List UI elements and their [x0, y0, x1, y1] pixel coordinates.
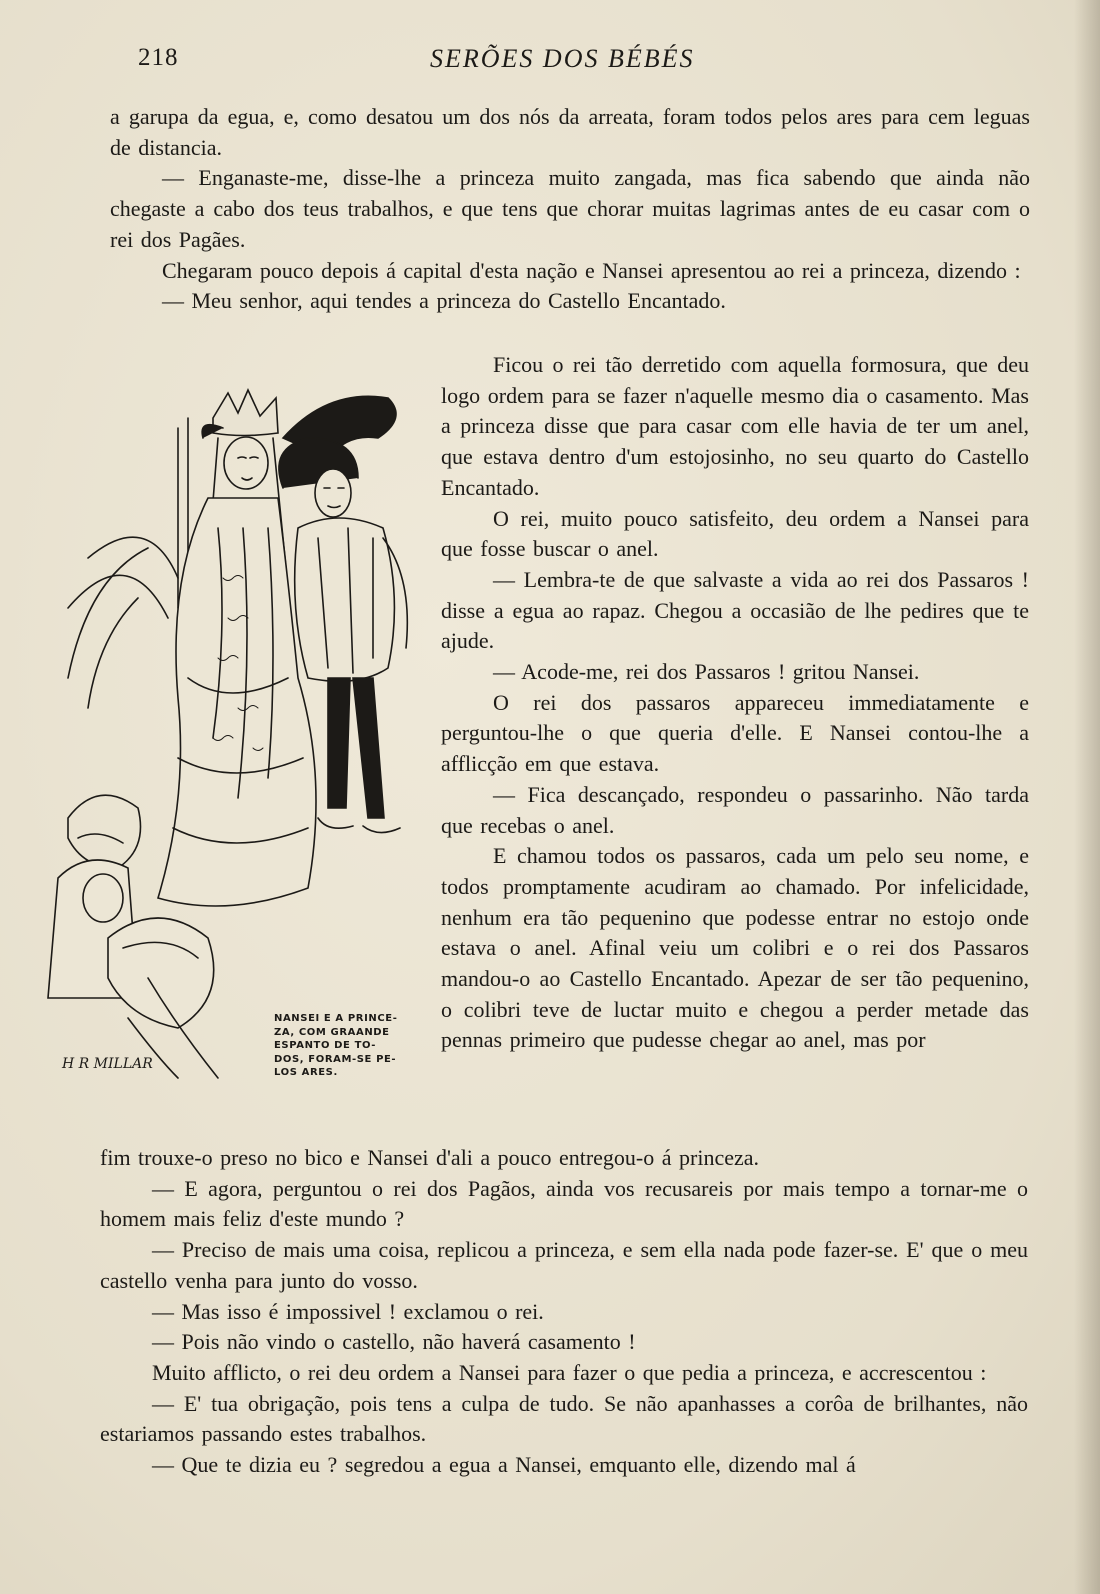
paragraph: — Preciso de mais uma coisa, replicou a princeza, e sem ella nada pode fazer-se. E' que o meu castello venha para junto do vosso.	[100, 1237, 1028, 1293]
paragraph: Ficou o rei tão derretido com aquella formosura, que deu logo ordem para se fazer n'aquelle mesmo dia o casamento. Mas a princeza disse que para casar com elle havia de ter um anel, que estava dentro d'um estojosinho, no seu quarto do Castello Encantado.	[441, 352, 1029, 500]
caption-line: NANSEI E A PRINCE-	[274, 1013, 398, 1024]
paragraph: — Que te dizia eu ? segredou a egua a Nansei, emquanto elle, dizendo mal á	[152, 1452, 856, 1478]
paragraph: — E agora, perguntou o rei dos Pagãos, ainda vos recusareis por mais tempo a tornar-me o homem mais feliz d'este mundo ?	[100, 1175, 1028, 1232]
paragraph: fim trouxe-o preso no bico e Nansei d'ali a pouco entregou-o á princeza.	[100, 1145, 760, 1170]
paragraph: Chegaram pouco depois á capital d'esta nação e Nansei apresentou ao rei a princeza, dizendo :	[162, 257, 1021, 283]
paragraph: — Meu senhor, aqui tendes a princeza do Castello Encantado.	[162, 288, 726, 314]
paragraph: a garupa da egua, e, como desatou um dos nós da arreata, foram todos pelos ares para cem leguas de distancia.	[110, 104, 1030, 160]
paragraph: — Pois não vindo o castello, não haverá casamento !	[152, 1329, 636, 1355]
engraving-illustration-icon	[28, 378, 428, 1098]
paragraph: — Fica descançado, respondeu o passarinho. Não tarda que recebas o anel.	[441, 781, 1029, 838]
caption-line: ZA, COM GRAANDE	[274, 1026, 390, 1038]
caption-line: DOS, FORAM-SE PE-	[274, 1053, 397, 1065]
page-number: 218	[138, 44, 179, 71]
page-gutter-shadow	[1074, 0, 1100, 1594]
text-block-top	[110, 102, 1030, 317]
text-block-right	[441, 350, 1029, 1056]
paragraph: — Acode-me, rei dos Passaros ! gritou Nansei.	[493, 659, 920, 685]
text-block-bottom	[100, 1143, 1028, 1481]
paragraph: — Enganaste-me, disse-lhe a princeza muito zangada, mas fica sabendo que ainda não chegaste a cabo dos teus trabalhos, e que tens que chorar muitas lagrimas antes de eu casar com o rei dos Pagães.	[110, 165, 1030, 252]
illustration-caption	[274, 1012, 414, 1080]
paragraph: — E' tua obrigação, pois tens a culpa de tudo. Se não apanhasses a corôa de brilhantes, não estariamos passando estes trabalhos.	[100, 1390, 1028, 1447]
paragraph: O rei dos passaros appareceu immediatamente e perguntou-lhe o que queria d'elle. E Nansei contou-lhe a afflicção em que estava.	[441, 689, 1029, 777]
paragraph: — Mas isso é impossivel ! exclamou o rei.	[152, 1298, 544, 1324]
caption-line: ESPANTO DE TO-	[274, 1040, 377, 1051]
running-title: SERÕES DOS BÉBÉS	[430, 44, 695, 73]
caption-line: LOS ARES.	[274, 1067, 338, 1078]
paragraph: E chamou todos os passaros, cada um pelo seu nome, e todos promptamente acudiram ao chamado. Por infelicidade, nenhum era tão pequenino que podesse entrar no estojo onde estava o anel. Afinal veiu um colibri e o rei dos Passaros mandou-o ao Castello Encantado. Apezar de ser tão pequenino, o colibri teve de luctar muito e chegou a perder metade das pennas primeiro que pudesse chegar ao anel, mas por	[441, 843, 1029, 1053]
paragraph: Muito afflicto, o rei deu ordem a Nansei para fazer o que pedia a princeza, e accrescentou :	[152, 1359, 987, 1385]
paragraph: O rei, muito pouco satisfeito, deu ordem a Nansei para que fosse buscar o anel.	[441, 505, 1029, 562]
illustration-signature: H R MILLAR	[62, 1056, 153, 1072]
paragraph: — Lembra-te de que salvaste a vida ao rei dos Passaros ! disse a egua ao rapaz. Chegou a occasião de lhe pedires que te ajude.	[441, 566, 1029, 654]
